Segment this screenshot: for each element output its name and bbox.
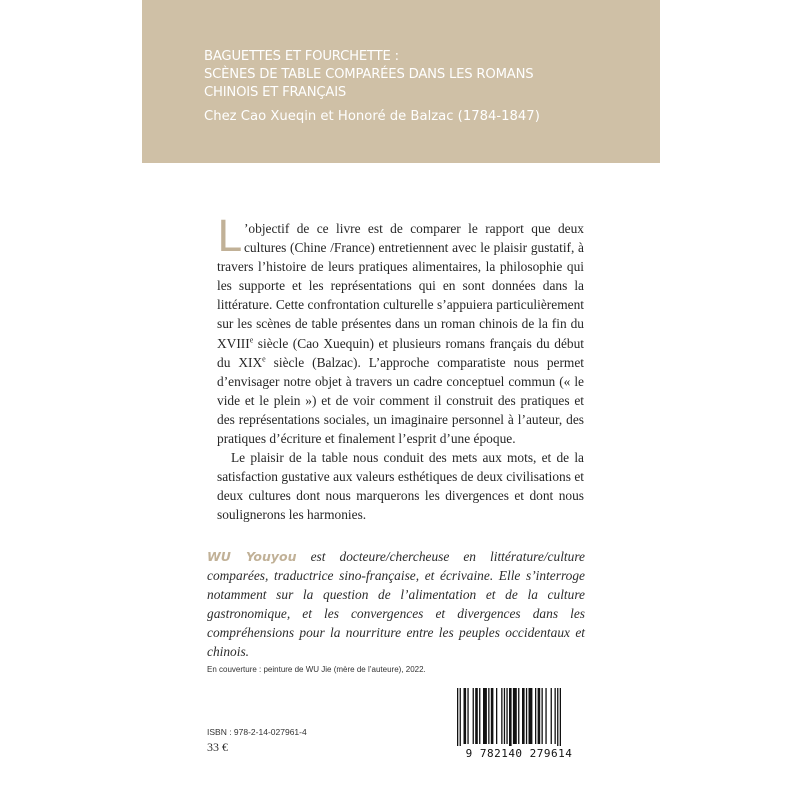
superscript-e: e [249, 335, 254, 345]
barcode-bar [551, 688, 552, 744]
barcode-bar [560, 688, 561, 746]
book-subtitle: Chez Cao Xueqin et Honoré de Balzac (1784-1847) [204, 109, 540, 124]
author-bio-text: est docteure/chercheuse en littérature/culture comparées, traductrice sino-française, et écrivaine. Elle s’interroge notamment sur la question de l’alimentation et de la culture gastronomique, et les convergences et divergences dans les compréhensions pour la nourriture entre les peuples occidentaux et chinois. [207, 549, 585, 660]
isbn: ISBN : 978-2-14-027961-4 [207, 727, 307, 737]
barcode-bar [529, 688, 533, 744]
back-cover [142, 0, 660, 800]
blurb-paragraph-1 [217, 212, 584, 448]
barcode-bar [522, 688, 525, 744]
author-name: WU Youyou [207, 549, 297, 564]
barcode-bar [526, 688, 527, 744]
superscript-e: e [262, 354, 266, 364]
title-line-3: CHINOIS ET FRANÇAIS [204, 85, 347, 100]
barcode-bar [518, 688, 519, 744]
barcode-bar [555, 688, 556, 744]
barcode-bar [491, 688, 494, 744]
barcode-bars [449, 686, 589, 746]
book-title [204, 48, 644, 102]
barcode-bar [535, 688, 536, 744]
barcode-bar [542, 688, 543, 744]
author-bio [207, 547, 585, 662]
barcode-bar [504, 688, 505, 744]
barcode-bar [460, 688, 461, 746]
blurb-paragraph-2: Le plaisir de la table nous conduit des mets aux mots, et de la satisfaction gustative aux valeurs esthétiques de deux civilisations et deux cultures dont nous marquerons les divergences et dont nous soulignerons les harmonies. [217, 450, 584, 523]
barcode [449, 686, 589, 760]
barcode-bar [506, 688, 507, 744]
barcode-bar [538, 688, 541, 744]
drop-cap: L [217, 212, 241, 262]
blurb-text-b: siècle (Cao Xuequin) et plusieurs romans français du début du XIX [217, 335, 584, 370]
title-line-2: SCÈNES DE TABLE COMPARÉES DANS LES ROMANS [204, 67, 534, 82]
blurb-text-a: ’objectif de ce livre est de comparer le rapport que deux cultures (Chine /France) entretiennent avec le plaisir gustatif, à travers l’histoire de leurs pratiques alimentaires, la philosophie qui les supporte et les représentations qui en sont données dans la littérature. Cette confrontation culturelle s’appuiera particulièrement sur les scènes de table présentes dans un roman chinois de la fin du XVIII [217, 221, 584, 351]
barcode-bar [488, 688, 489, 744]
title-line-1: BAGUETTES ET FOURCHETTE : [204, 49, 399, 64]
barcode-bar [467, 688, 468, 744]
barcode-bar [464, 688, 467, 744]
cover-header-band [142, 0, 660, 163]
barcode-bar [479, 688, 480, 744]
blurb-text-c: siècle (Balzac). L’approche comparatiste nous permet d’envisager notre objet à travers un cadre conceptuel commun (« le vide et le plein ») et de voir comment il construit des pratiques et des représentations sociales, un imaginaire personnel à l’auteur, des pratiques d’écriture et finalement l’esprit d’une époque. [217, 354, 584, 447]
barcode-bar [496, 688, 497, 744]
barcode-bar [501, 688, 502, 744]
barcode-bar [457, 688, 458, 746]
barcode-bar [557, 688, 558, 746]
barcode-bar [475, 688, 478, 744]
blurb [217, 212, 584, 525]
barcode-bar [483, 688, 487, 744]
barcode-bar [513, 688, 517, 744]
barcode-bar [473, 688, 474, 744]
barcode-number: 9 782140 279614 [465, 747, 573, 760]
price: 33 € [207, 740, 228, 754]
barcode-bar [545, 688, 546, 744]
barcode-bar [509, 688, 512, 746]
cover-credit: En couverture : peinture de WU Jie (mère de l’auteure), 2022. [207, 665, 426, 674]
